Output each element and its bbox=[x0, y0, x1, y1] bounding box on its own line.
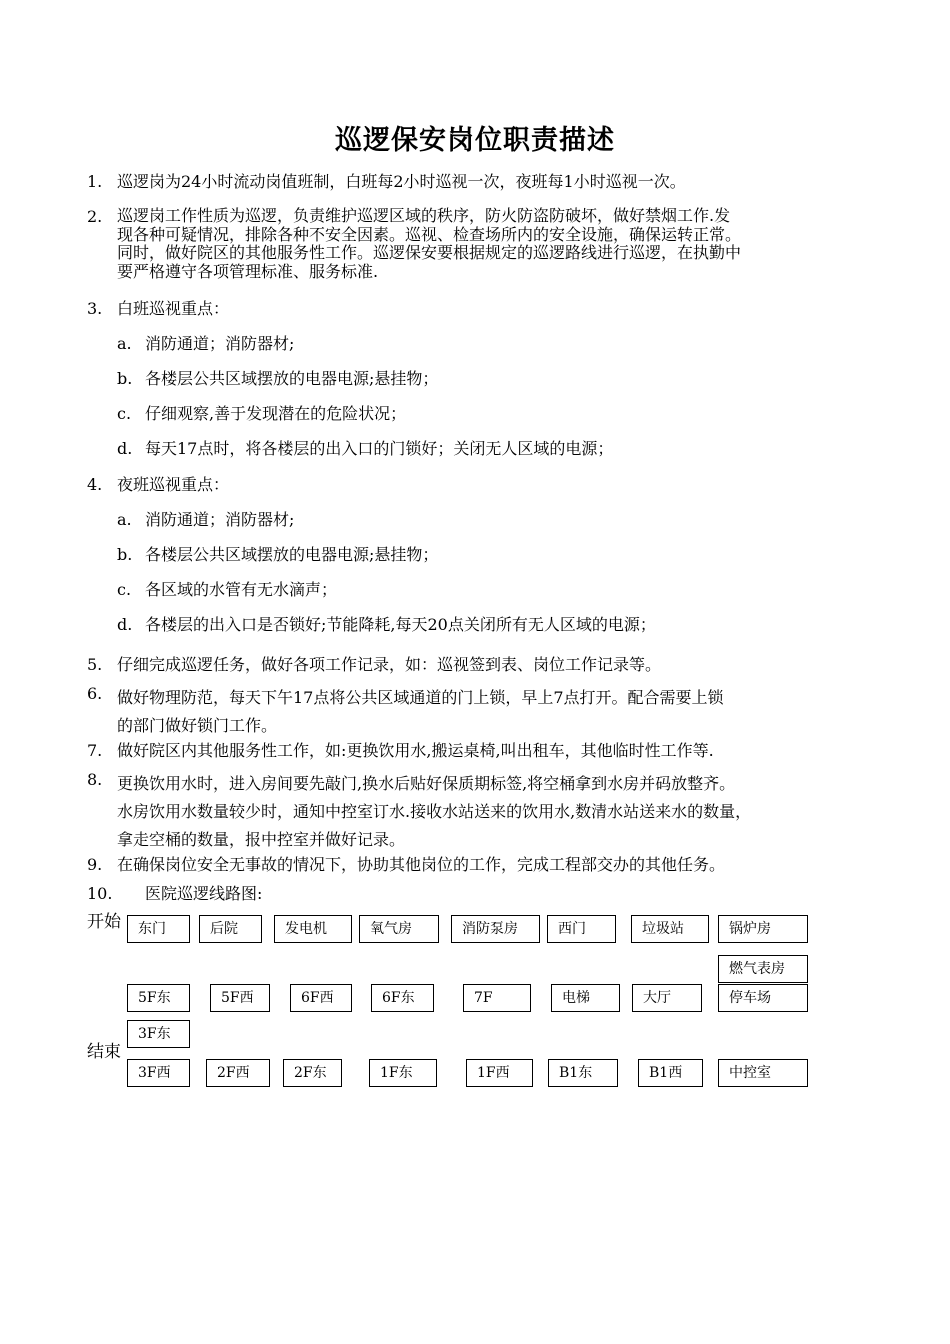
night-point-b-letter: b. bbox=[117, 545, 133, 564]
route-stop: 锅炉房 bbox=[718, 915, 808, 943]
item-8-number: 8. bbox=[87, 770, 103, 789]
route-stop: 发电机 bbox=[274, 915, 352, 943]
day-point-c-text: 仔细观察,善于发现潜在的危险状况； bbox=[145, 404, 407, 423]
route-stop: B1东 bbox=[548, 1059, 618, 1087]
item-8-line: 更换饮用水时，进入房间要先敲门,换水后贴好保质期标签,将空桶拿到水房并码放整齐。 bbox=[117, 774, 736, 793]
day-point-b-text: 各楼层公共区域摆放的电器电源;悬挂物； bbox=[145, 369, 439, 388]
route-stop: 停车场 bbox=[718, 984, 808, 1012]
item-6-line: 的部门做好锁门工作。 bbox=[117, 716, 278, 735]
route-end-label: 结束 bbox=[87, 1042, 121, 1062]
item-10-text: 医院巡逻线路图: bbox=[145, 884, 263, 903]
item-8-line: 拿走空桶的数量，报中控室并做好记录。 bbox=[117, 830, 406, 849]
item-7-number: 7. bbox=[87, 741, 103, 760]
item-2-line: 现各种可疑情况，排除各种不安全因素。巡视、检查场所内的安全设施，确保运转正常。 bbox=[117, 224, 742, 244]
route-stop: 氧气房 bbox=[359, 915, 439, 943]
route-stop: 5F东 bbox=[127, 984, 190, 1012]
route-stop: 东门 bbox=[127, 915, 190, 943]
route-stop: B1西 bbox=[638, 1059, 703, 1087]
night-point-d-text: 各楼层的出入口是否锁好;节能降耗,每天20点关闭所有无人区域的电源； bbox=[145, 615, 656, 634]
item-4-number: 4. bbox=[87, 475, 103, 494]
night-point-c-text: 各区域的水管有无水滴声； bbox=[145, 580, 338, 599]
item-1-number: 1. bbox=[87, 172, 103, 191]
day-point-c-letter: c. bbox=[117, 404, 132, 423]
item-6-text bbox=[117, 684, 877, 740]
item-6-number: 6. bbox=[87, 684, 103, 703]
route-stop: 中控室 bbox=[718, 1059, 808, 1087]
item-5-text: 仔细完成巡逻任务，做好各项工作记录，如：巡视签到表、岗位工作记录等。 bbox=[117, 655, 662, 674]
day-point-a-text: 消防通道；消防器材; bbox=[145, 334, 295, 353]
route-stop: 3F东 bbox=[127, 1020, 190, 1048]
item-3-number: 3. bbox=[87, 299, 103, 318]
route-stop: 大厅 bbox=[632, 984, 702, 1012]
item-4-text: 夜班巡视重点： bbox=[117, 475, 230, 494]
route-stop: 7F bbox=[463, 984, 531, 1012]
item-5-number: 5. bbox=[87, 655, 103, 674]
item-7-text: 做好院区内其他服务性工作，如:更换饮用水,搬运桌椅,叫出租车，其他临时性工作等. bbox=[117, 741, 714, 760]
route-stop: 西门 bbox=[547, 915, 616, 943]
item-1-text bbox=[117, 172, 877, 192]
item-8-line: 水房饮用水数量较少时，通知中控室订水.接收水站送来的饮用水,数清水站送来水的数量， bbox=[117, 802, 752, 821]
item-10-number: 10. bbox=[87, 884, 113, 903]
route-stop: 燃气表房 bbox=[718, 955, 808, 983]
day-point-b-letter: b. bbox=[117, 369, 133, 388]
item-2-line: 同时，做好院区的其他服务性工作。巡逻保安要根据规定的巡逻路线进行巡逻，在执勤中 bbox=[117, 243, 742, 262]
night-point-a-letter: a. bbox=[117, 510, 132, 529]
day-point-a-letter: a. bbox=[117, 334, 132, 353]
route-stop: 2F东 bbox=[283, 1059, 342, 1087]
item-9-number: 9. bbox=[87, 855, 103, 874]
route-stop: 6F西 bbox=[290, 984, 352, 1012]
item-8-text bbox=[117, 770, 877, 854]
route-stop: 2F西 bbox=[206, 1059, 270, 1087]
item-2-number: 2. bbox=[87, 207, 103, 226]
item-9-text: 在确保岗位安全无事故的情况下，协助其他岗位的工作，完成工程部交办的其他任务。 bbox=[117, 855, 726, 874]
night-point-a-text: 消防通道；消防器材; bbox=[145, 510, 295, 529]
item-3-text: 白班巡视重点： bbox=[117, 299, 230, 318]
item-2-line: 要严格遵守各项管理标准、服务标准. bbox=[117, 261, 379, 281]
page-title: 巡逻保安岗位职责描述 bbox=[335, 125, 615, 156]
night-point-c-letter: c. bbox=[117, 580, 132, 599]
item-2-text bbox=[117, 207, 877, 281]
route-stop: 1F西 bbox=[466, 1059, 533, 1087]
day-point-d-text: 每天17点时，将各楼层的出入口的门锁好；关闭无人区域的电源； bbox=[145, 439, 614, 458]
night-point-d-letter: d. bbox=[117, 615, 133, 634]
day-point-d-letter: d. bbox=[117, 439, 133, 458]
route-stop: 后院 bbox=[199, 915, 262, 943]
route-stop: 消防泵房 bbox=[451, 915, 540, 943]
route-stop: 垃圾站 bbox=[631, 915, 709, 943]
item-6-line: 做好物理防范，每天下午17点将公共区域通道的门上锁，早上7点打开。配合需要上锁 bbox=[117, 688, 724, 707]
route-stop: 1F东 bbox=[369, 1059, 437, 1087]
route-stop: 电梯 bbox=[551, 984, 620, 1012]
route-stop: 3F西 bbox=[127, 1059, 190, 1087]
item-1-line: 巡逻岗为24小时流动岗值班制，白班每2小时巡视一次，夜班每1小时巡视一次。 bbox=[117, 172, 686, 191]
route-stop: 5F西 bbox=[210, 984, 270, 1012]
route-stop: 6F东 bbox=[371, 984, 434, 1012]
item-2-line: 巡逻岗工作性质为巡逻，负责维护巡逻区域的秩序，防火防盗防破坏，做好禁烟工作.发 bbox=[117, 206, 731, 225]
night-point-b-text: 各楼层公共区域摆放的电器电源;悬挂物； bbox=[145, 545, 439, 564]
route-start-label: 开始 bbox=[87, 912, 121, 932]
